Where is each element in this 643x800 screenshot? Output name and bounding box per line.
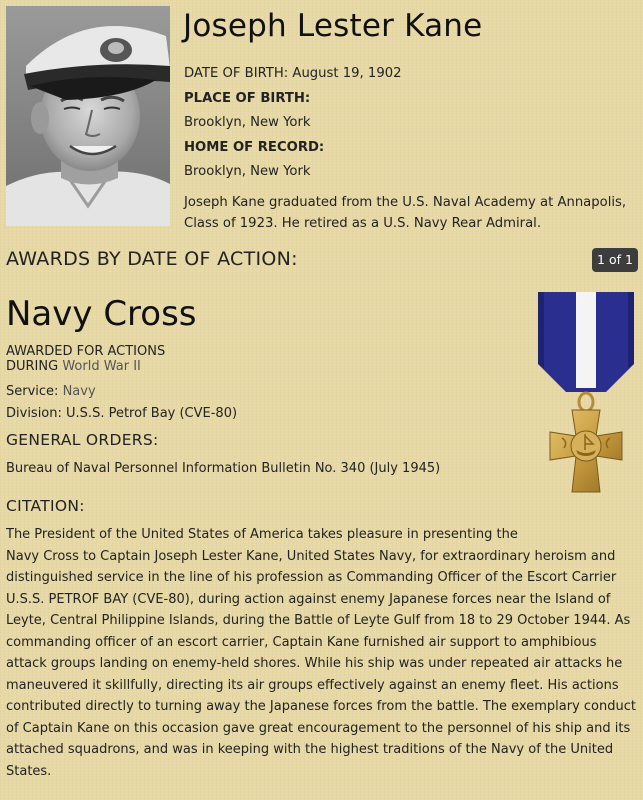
dob-value: August 19, 1902 [292,66,402,81]
during-row [6,359,526,374]
division-label: Division: [6,406,62,421]
service-label: Service: [6,384,59,399]
awards-heading: AWARDS BY DATE OF ACTION: [6,248,298,270]
hor-value: Brooklyn, New York [184,164,311,179]
person-name: Joseph Lester Kane [183,8,483,44]
during-label: DURING [6,359,59,374]
portrait-photo [6,6,170,226]
bio-summary: Joseph Kane graduated from the U.S. Naval Academy at Annapolis, Class of 1923. He retired as a U.S. Navy Rear Admiral. [184,194,627,231]
dob-label: DATE OF BIRTH: [184,66,289,81]
hor-label: HOME OF RECORD: [184,139,325,155]
citation-body: Navy Cross to Captain Joseph Lester Kane, United States Navy, for extraordinary heroism and distinguished service in the line of his profession as Commanding Officer of the Escort Carrier U.S.S. PETROF BAY (CVE-80), during action against enemy Japanese forces near the Island of Leyte, Central Philippine Islands, during the Battle of Leyte Gulf from 18 to 29 October 1944. As commanding officer of an escort carrier, Captain Kane furnished air support to amphibious attack groups landing on enemy-held shores. While his ship was under repeated air attacks he maneuvered it skillfully, directing its air groups effectively against an enemy fleet. His actions contributed directly to turning away the Japanese forces from the battle. The exemplary conduct of Captain Kane on this occasion gave great encouragement to the personnel of his ship and its attached squadrons, and was in keeping with the highest traditions of the Navy of the United States. [6,548,636,779]
citation-first-line: The President of the United States of America takes pleasure in presenting the [6,527,518,542]
bio-section [184,62,639,234]
pob-label: PLACE OF BIRTH: [184,90,311,106]
war-value: World War II [62,359,141,374]
award-context [6,344,526,374]
award-title: Navy Cross [6,294,197,334]
division-value: U.S.S. Petrof Bay (CVE-80) [66,406,238,421]
citation-heading: CITATION: [6,497,85,515]
division-row [6,406,237,421]
service-row [6,384,96,399]
date-of-birth-row [184,62,639,87]
citation-text [6,524,638,782]
service-value: Navy [62,384,96,399]
pager-badge[interactable]: 1 of 1 [592,248,638,272]
navy-cross-medal-image [532,292,640,502]
general-orders-heading: GENERAL ORDERS: [6,431,159,449]
pob-value: Brooklyn, New York [184,115,311,130]
awarded-for-label: AWARDED FOR ACTIONS [6,344,166,359]
general-orders-text: Bureau of Naval Personnel Information Bulletin No. 340 (July 1945) [6,461,441,476]
